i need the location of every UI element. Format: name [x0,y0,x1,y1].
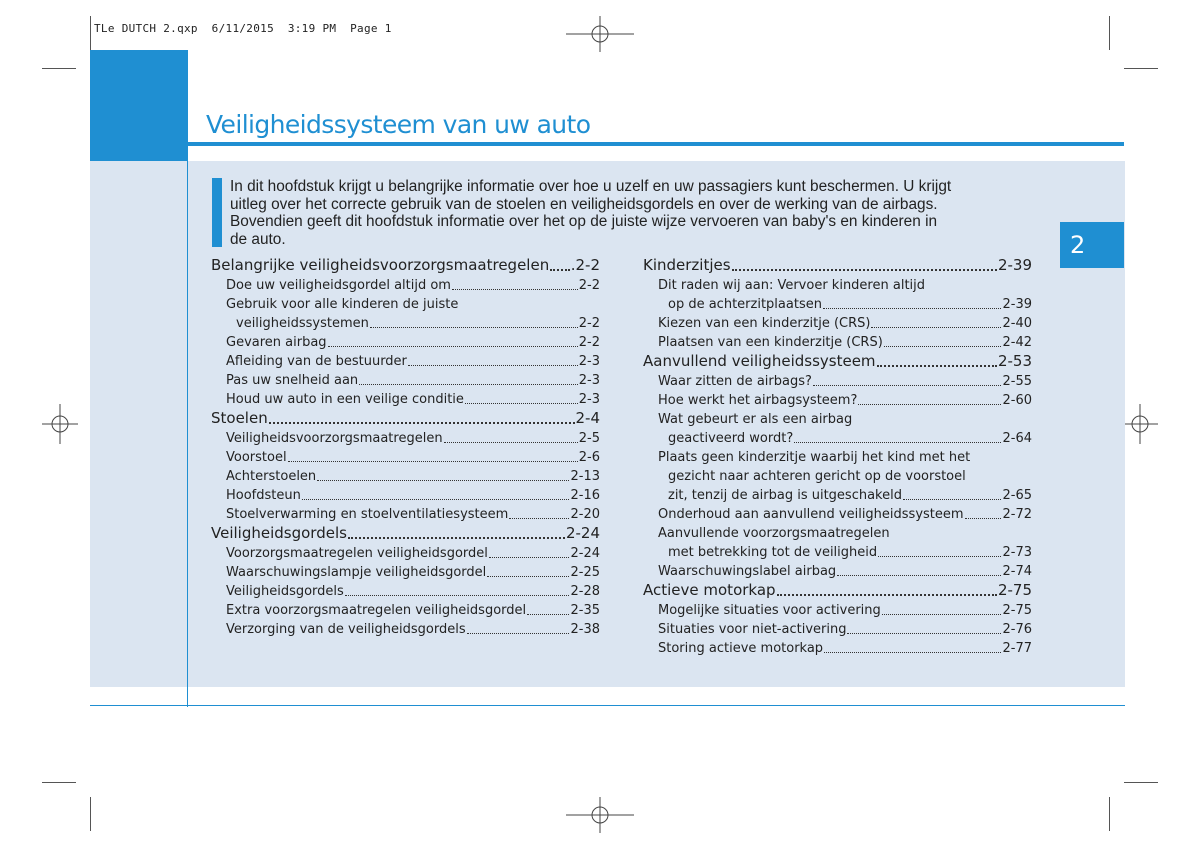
toc-leader-dots [467,623,570,634]
toc-entry-label: Actieve motorkap [643,581,776,599]
toc-subentry[interactable] [226,350,600,369]
chapter-tab [1060,222,1124,268]
toc-page-number: 2-39 [997,256,1032,274]
toc-right-column [643,254,1032,664]
toc-entry-label: gezicht naar achteren gericht op de voorstoel [668,469,966,484]
registration-mark-icon [1122,404,1158,444]
toc-leader-dots [509,508,569,519]
toc-page-number: 2-16 [570,488,600,503]
intro-accent-bar [212,178,222,247]
toc-subentry[interactable] [236,312,600,331]
toc-leader-dots [345,585,570,596]
toc-entry-label: Waarschuwingslampje veiligheidsgordel [226,565,487,580]
toc-subentry[interactable] [658,274,1032,293]
toc-subentry[interactable] [226,427,600,446]
toc-subentry[interactable] [226,542,600,561]
toc-leader-dots [444,432,578,443]
toc-subentry[interactable] [658,637,1032,656]
toc-subentry[interactable] [226,293,600,312]
toc-page-number: 2-38 [570,622,600,637]
footer-rule [90,705,1125,706]
toc-entry-label: Pas uw snelheid aan [226,373,359,388]
toc-entry-label: Aanvullend veiligheidssysteem [643,352,876,370]
toc-entry-label: Situaties voor niet-activering [658,622,847,637]
toc-entry-label: met betrekking tot de veiligheid [668,545,878,560]
toc-leader-dots [871,317,1001,328]
toc-subentry[interactable] [226,446,600,465]
toc-entry-label: Kiezen van een kinderzitje (CRS) [658,316,871,331]
toc-entry-label: Kinderzitjes [643,256,731,274]
toc-entry-label: Afleiding van de bestuurder [226,354,407,369]
toc-leader-dots [965,508,1002,519]
toc-subentry[interactable] [658,522,1032,541]
toc-page-number: 2-65 [1002,488,1032,503]
toc-entry-label: Voorstoel [226,450,287,465]
toc-page-number: 2-20 [570,507,600,522]
toc-page-number: .2-2 [570,256,600,274]
toc-leader-dots [348,527,565,539]
toc-subentry[interactable] [658,560,1032,579]
toc-page-number: 2-25 [570,565,600,580]
toc-entry-label: Aanvullende voorzorgsmaatregelen [658,526,890,541]
toc-left-column [211,254,600,644]
toc-subentry[interactable] [658,408,1032,427]
toc-leader-dots [824,642,1001,653]
toc-subentry[interactable] [226,618,600,637]
toc-page-number: 2-28 [570,584,600,599]
toc-leader-dots [302,489,570,500]
toc-entry-label: Veiligheidsgordels [211,524,347,542]
toc-leader-dots [884,336,1002,347]
header-color-block [90,50,188,161]
page-margin-line [187,50,188,707]
toc-entry-label: Stoelverwarming en stoelventilatiesysteem [226,507,509,522]
toc-leader-dots [903,489,1001,500]
toc-page-number: 2-5 [578,431,600,446]
toc-entry-label: Waarschuwingslabel airbag [658,564,837,579]
toc-subentry[interactable] [668,465,1032,484]
toc-leader-dots [847,623,1001,634]
toc-page-number: 2-75 [1002,603,1032,618]
toc-subentry[interactable] [658,370,1032,389]
toc-leader-dots [317,470,569,481]
registration-mark-icon [566,797,634,833]
toc-leader-dots [328,336,578,347]
toc-page-number: 2-3 [578,392,600,407]
toc-subentry[interactable] [226,388,600,407]
toc-subentry[interactable] [668,293,1032,312]
crop-mark [1124,68,1158,69]
toc-page-number: 2-24 [570,546,600,561]
toc-page-number: 2-4 [575,409,600,427]
toc-leader-dots [408,355,578,366]
toc-subentry[interactable] [658,446,1032,465]
toc-entry-label: Plaatsen van een kinderzitje (CRS) [658,335,883,350]
intro-line: In dit hoofdstuk krijgt u belangrijke informatie over hoe u uzelf en uw passagiers kunt beschermen. U krijgt [230,178,952,195]
toc-entry-label: Storing actieve motorkap [658,641,824,656]
toc-leader-dots [858,394,1001,405]
toc-subentry[interactable] [658,599,1032,618]
toc-entry-label: geactiveerd wordt? [668,431,794,446]
toc-subentry[interactable] [226,561,600,580]
toc-subentry[interactable] [658,618,1032,637]
toc-leader-dots [813,375,1002,386]
toc-entry-label: Hoe werkt het airbagsysteem? [658,393,858,408]
toc-entry-label: Gebruik voor alle kinderen de juiste [226,297,459,312]
toc-entry-label: Veiligheidsgordels [226,584,344,599]
print-slug: TLe DUTCH 2.qxp 6/11/2015 3:19 PM Page 1 [94,22,392,35]
toc-subentry[interactable] [226,484,600,503]
toc-section-entry[interactable] [211,522,600,542]
toc-entry-label: op de achterzitplaatsen [668,297,822,312]
toc-entry-label: Veiligheidsvoorzorgsmaatregelen [226,431,443,446]
toc-page-number: 2-42 [1002,335,1032,350]
toc-page-number: 2-3 [578,354,600,369]
toc-leader-dots [877,355,997,367]
toc-page-number: 2-76 [1002,622,1032,637]
toc-entry-label: Plaats geen kinderzitje waarbij het kind met het [658,450,971,465]
toc-section-entry[interactable] [643,254,1032,274]
toc-page-number: 2-75 [997,581,1032,599]
toc-page-number: 2-64 [1002,431,1032,446]
toc-page-number: 2-3 [578,373,600,388]
intro-paragraph [230,178,1036,248]
crop-mark [1124,782,1158,783]
toc-section-entry[interactable] [211,254,600,274]
toc-subentry[interactable] [658,331,1032,350]
toc-leader-dots [269,412,575,424]
toc-entry-label: Wat gebeurt er als een airbag [658,412,853,427]
toc-leader-dots [823,298,1002,309]
toc-entry-label: Achterstoelen [226,469,317,484]
toc-page-number: 2-53 [997,352,1032,370]
toc-entry-label: Mogelijke situaties voor activering [658,603,881,618]
toc-subentry[interactable] [668,484,1032,503]
toc-entry-label: Houd uw auto in een veilige conditie [226,392,464,407]
chapter-number: 2 [1070,231,1086,259]
toc-leader-dots [465,393,578,404]
toc-leader-dots [527,604,569,615]
toc-leader-dots [452,279,578,290]
toc-entry-label: Voorzorgsmaatregelen veiligheidsgordel [226,546,488,561]
toc-entry-label: Stoelen [211,409,268,427]
toc-subentry[interactable] [668,427,1032,446]
toc-page-number: 2-55 [1002,374,1032,389]
toc-subentry[interactable] [226,503,600,522]
toc-leader-dots [732,259,997,271]
toc-page-number: 2-73 [1002,545,1032,560]
toc-page-number: 2-60 [1002,393,1032,408]
toc-subentry[interactable] [226,465,600,484]
toc-entry-label: zit, tenzij de airbag is uitgeschakeld [668,488,902,503]
toc-page-number: 2-77 [1002,641,1032,656]
crop-mark [42,68,76,69]
toc-subentry[interactable] [658,503,1032,522]
toc-entry-label: Extra voorzorgsmaatregelen veiligheidsgordel [226,603,527,618]
crop-mark [90,16,91,50]
toc-subentry[interactable] [226,369,600,388]
toc-subentry[interactable] [226,580,600,599]
toc-page-number: 2-74 [1002,564,1032,579]
toc-page-number: 2-2 [578,335,600,350]
toc-leader-dots [878,546,1001,557]
crop-mark [90,797,91,831]
toc-entry-label: Doe uw veiligheidsgordel altijd om [226,278,451,293]
title-rule [188,142,1124,146]
toc-leader-dots [370,317,578,328]
toc-entry-label: Onderhoud aan aanvullend veiligheidssysteem [658,507,964,522]
toc-section-entry[interactable] [643,579,1032,599]
toc-leader-dots [550,259,570,271]
page-title: Veiligheidssysteem van uw auto [206,110,591,139]
toc-leader-dots [487,566,569,577]
toc-page-number: 2-72 [1002,507,1032,522]
toc-page-number: 2-6 [578,450,600,465]
crop-mark [42,782,76,783]
toc-page-number: 2-35 [570,603,600,618]
toc-page-number: 2-39 [1002,297,1032,312]
intro-line: de auto. [230,230,286,248]
toc-leader-dots [777,584,997,596]
toc-subentry[interactable] [668,541,1032,560]
toc-page-number: 2-40 [1002,316,1032,331]
intro-line: Bovendien geeft dit hoofdstuk informatie over het op de juiste wijze vervoeren van baby's en kinderen in [230,213,938,231]
toc-entry-label: veiligheidssystemen [236,316,369,331]
toc-leader-dots [794,432,1001,443]
toc-subentry[interactable] [226,274,600,293]
toc-subentry[interactable] [226,599,600,618]
toc-entry-label: Gevaren airbag [226,335,327,350]
toc-entry-label: Waar zitten de airbags? [658,374,812,389]
toc-page-number: 2-2 [578,316,600,331]
registration-mark-icon [566,16,634,52]
toc-entry-label: Dit raden wij aan: Vervoer kinderen altijd [658,278,926,293]
toc-leader-dots [288,451,578,462]
toc-section-entry[interactable] [211,407,600,427]
toc-section-entry[interactable] [643,350,1032,370]
toc-page-number: 2-24 [565,524,600,542]
registration-mark-icon [42,404,78,444]
toc-entry-label: Hoofdsteun [226,488,301,503]
toc-entry-label: Verzorging van de veiligheidsgordels [226,622,466,637]
toc-subentry[interactable] [658,312,1032,331]
toc-leader-dots [882,604,1002,615]
toc-page-number: 2-2 [578,278,600,293]
toc-leader-dots [837,565,1001,576]
crop-mark [1109,797,1110,831]
toc-subentry[interactable] [226,331,600,350]
toc-page-number: 2-13 [570,469,600,484]
toc-leader-dots [359,374,578,385]
toc-leader-dots [489,547,570,558]
intro-line: uitleg over het correcte gebruik van de stoelen en veiligheidsgordels en over de werking van de airbags. [230,195,938,213]
toc-subentry[interactable] [658,389,1032,408]
crop-mark [1109,16,1110,50]
toc-entry-label: Belangrijke veiligheidsvoorzorgsmaatregelen [211,256,550,274]
